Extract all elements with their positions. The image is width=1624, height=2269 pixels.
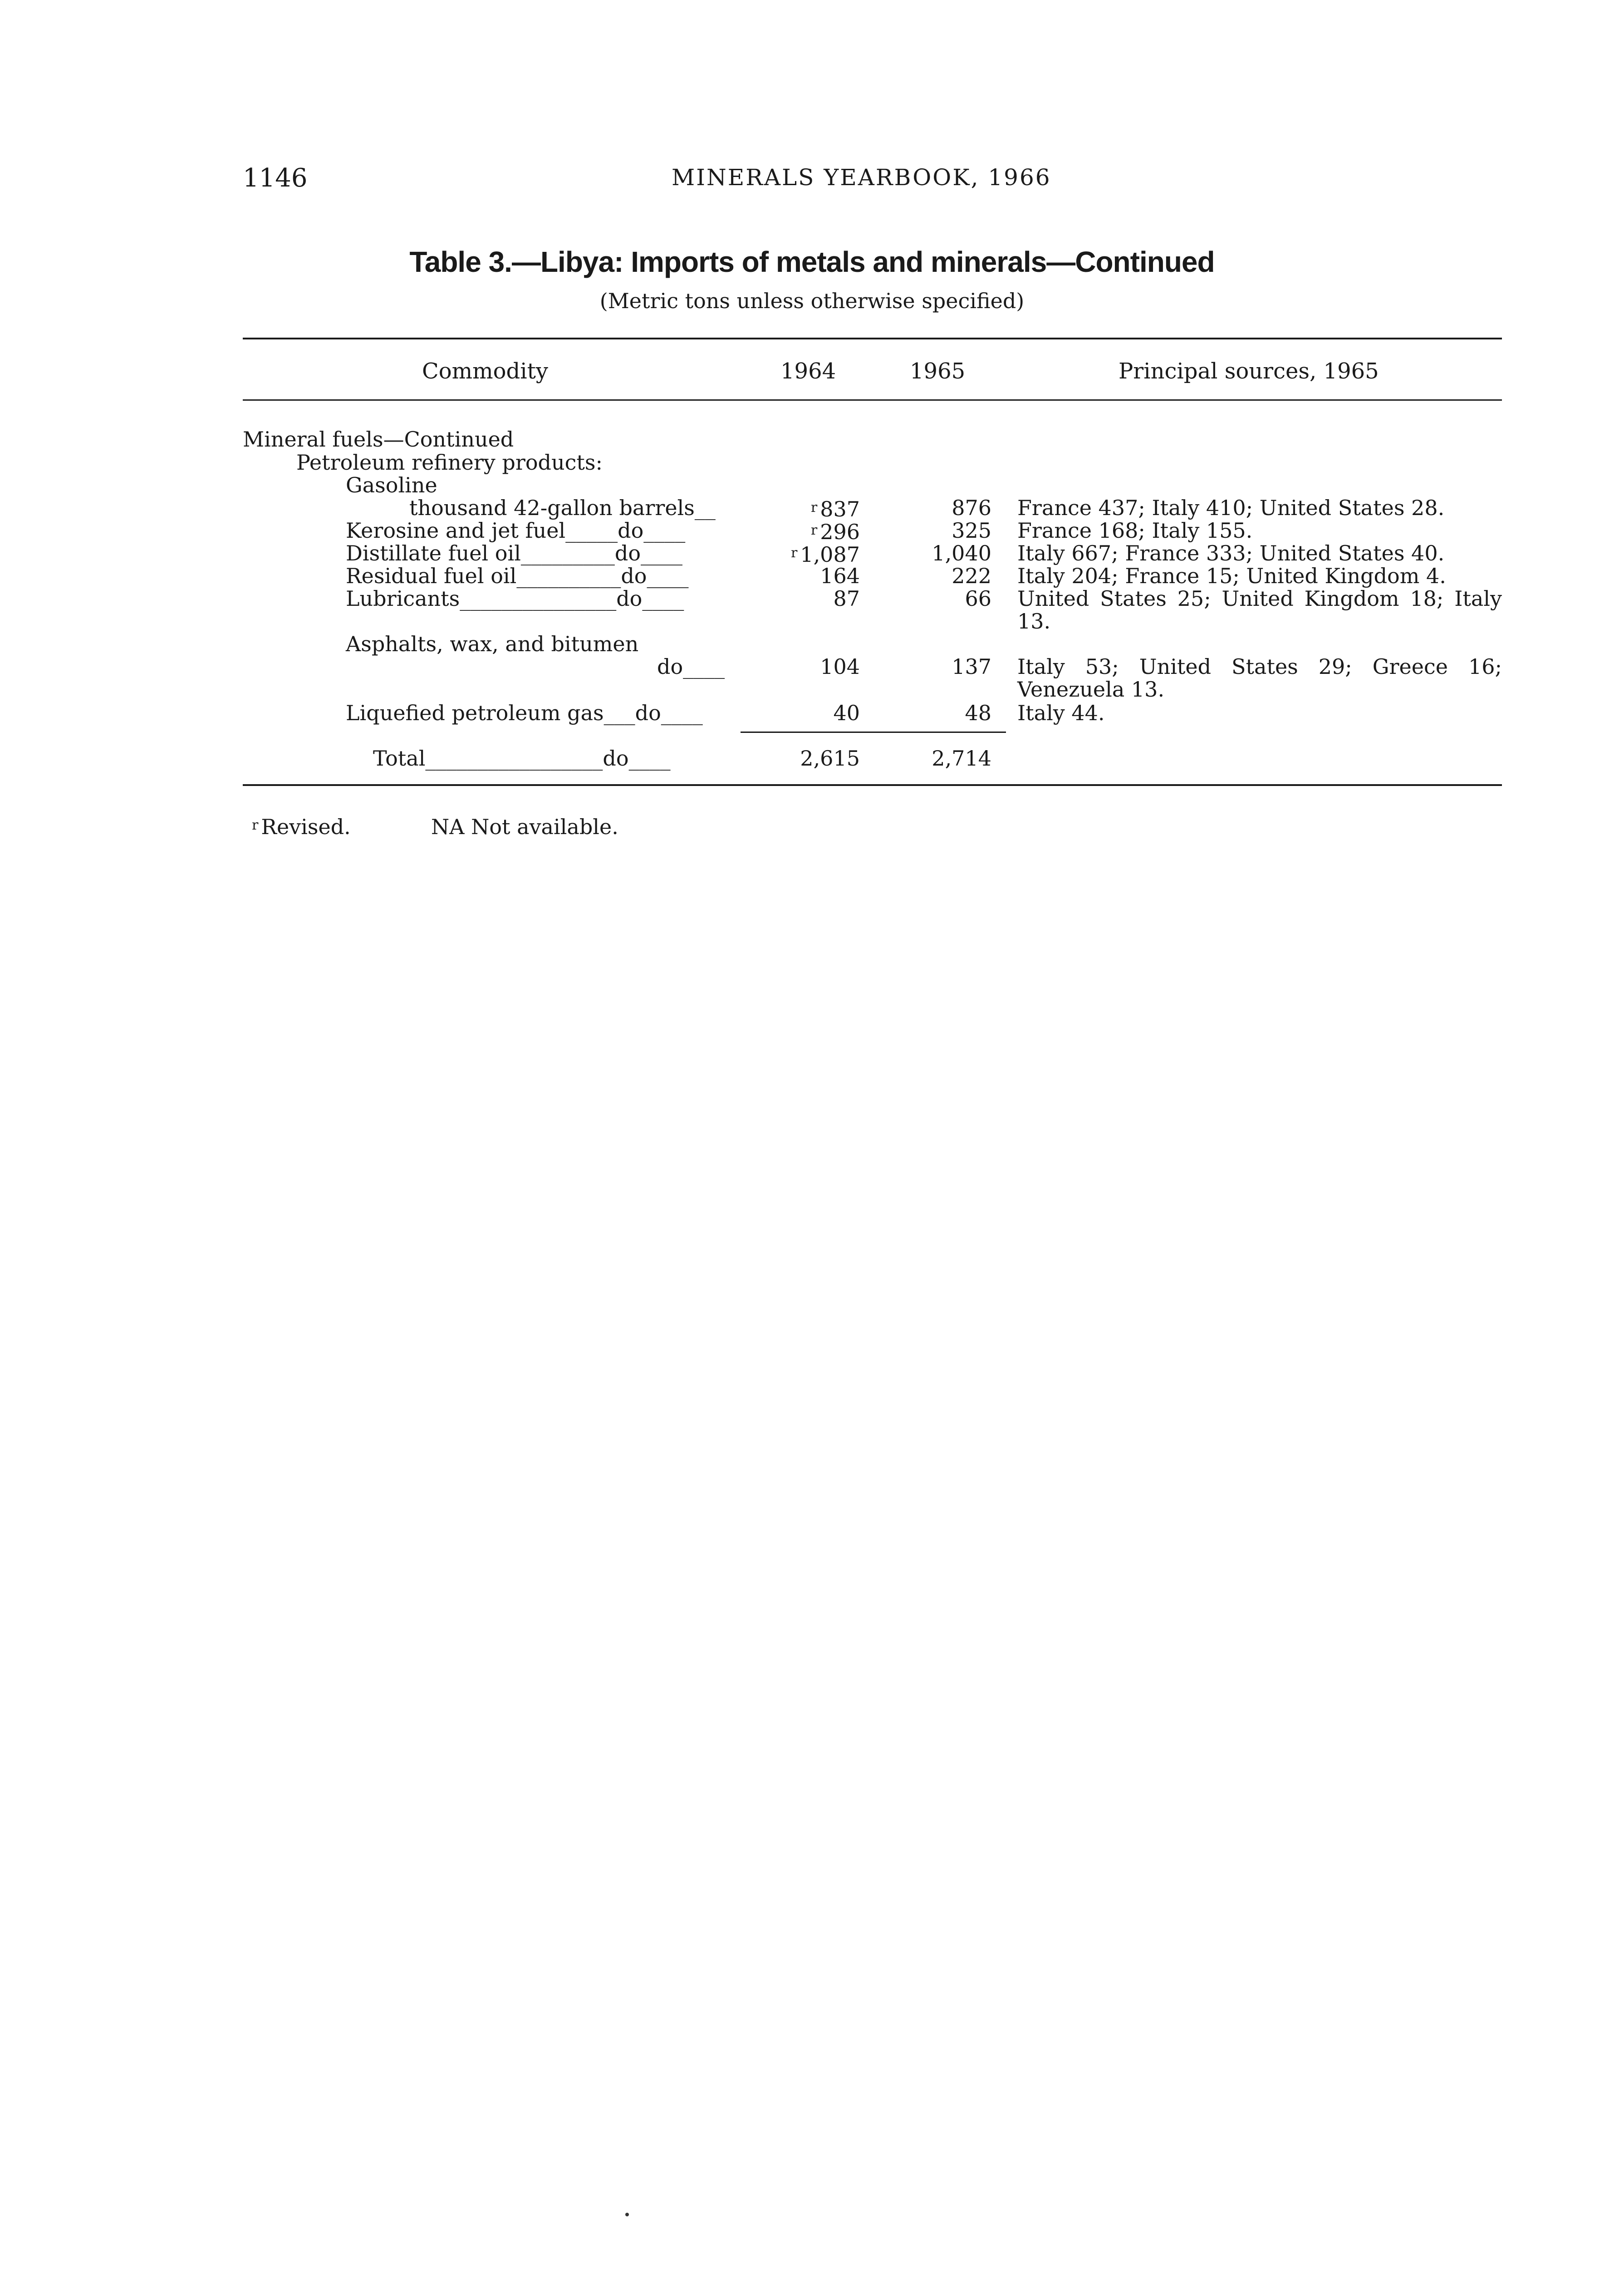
scan-speck [625,2213,629,2216]
running-head: MINERALS YEARBOOK, 1966 [672,164,1051,191]
row-label: Asphalts, wax, and bitumen [346,632,639,656]
value-1965: 137 [952,654,991,679]
value-1965: 48 [965,701,991,725]
column-header-1965: 1965 [910,359,966,384]
row-label: Distillate fuel oil_________do____ [346,541,683,565]
row-label: Kerosine and jet fuel_____do____ [346,518,686,543]
principal-sources: France 437; Italy 410; United States 28. [1017,496,1445,520]
revised-mark: r [790,545,798,561]
total-1964: 2,615 [800,746,860,771]
value-1965: 325 [952,518,991,543]
section-gasoline: Gasoline [346,473,437,497]
value-1964: $^r$ 1,087 [790,542,860,567]
value-1964: 104 [820,654,860,679]
principal-sources: Italy 667; France 333; United States 40. [1017,541,1445,565]
column-header-commodity: Commodity [422,359,549,384]
principal-sources: Italy 44. [1017,701,1105,725]
principal-sources: Italy 204; France 15; United Kingdom 4. [1017,564,1446,588]
row-label: Liquefied petroleum gas___do____ [346,701,703,725]
value-1965: 222 [952,564,991,588]
table-bottom-rule [243,784,1502,786]
value-1964: $^r$ 296 [810,520,860,544]
subtotal-rule [741,732,1006,733]
principal-sources: United States 25; United Kingdom 18; Italy 13. [1017,586,1502,634]
section-mineral-fuels: Mineral fuels—Continued [243,427,514,452]
row-label: Lubricants_______________do____ [346,586,684,611]
total-1965: 2,714 [932,746,991,771]
revised-mark: r [252,817,259,833]
footnote-revised: $^r$ Revised. [252,815,351,839]
table-subtitle: (Metric tons unless otherwise specified) [599,289,1025,313]
value-1964: 87 [833,586,860,611]
table-title: Table 3.—Libya: Imports of metals and minerals—Continued [409,246,1215,278]
total-label: Total_________________do____ [373,746,671,771]
table-header-rule [243,399,1502,401]
principal-sources: Italy 53; United States 29; Greece 16; Venezuela 13. [1017,654,1502,702]
value-1965: 66 [965,586,991,611]
principal-sources: France 168; Italy 155. [1017,518,1253,543]
footnote-not-available: NA Not available. [431,815,618,839]
row-label-unit: do____ [657,654,725,679]
value-1964: 164 [820,564,860,588]
section-petroleum-refinery: Petroleum refinery products: [296,450,603,475]
value-1964: 40 [833,701,860,725]
value-1965: 1,040 [932,541,991,565]
value-1965: 876 [952,496,991,520]
revised-mark: r [810,522,818,538]
row-label: thousand 42-gallon barrels__ [409,496,716,520]
page-number: 1146 [243,163,308,193]
revised-mark: r [810,500,818,516]
value-1964: $^r$ 837 [810,497,860,521]
column-header-sources: Principal sources, 1965 [1119,359,1379,384]
table-top-rule [243,338,1502,339]
row-label: Residual fuel oil__________do____ [346,564,689,588]
column-header-1964: 1964 [780,359,836,384]
